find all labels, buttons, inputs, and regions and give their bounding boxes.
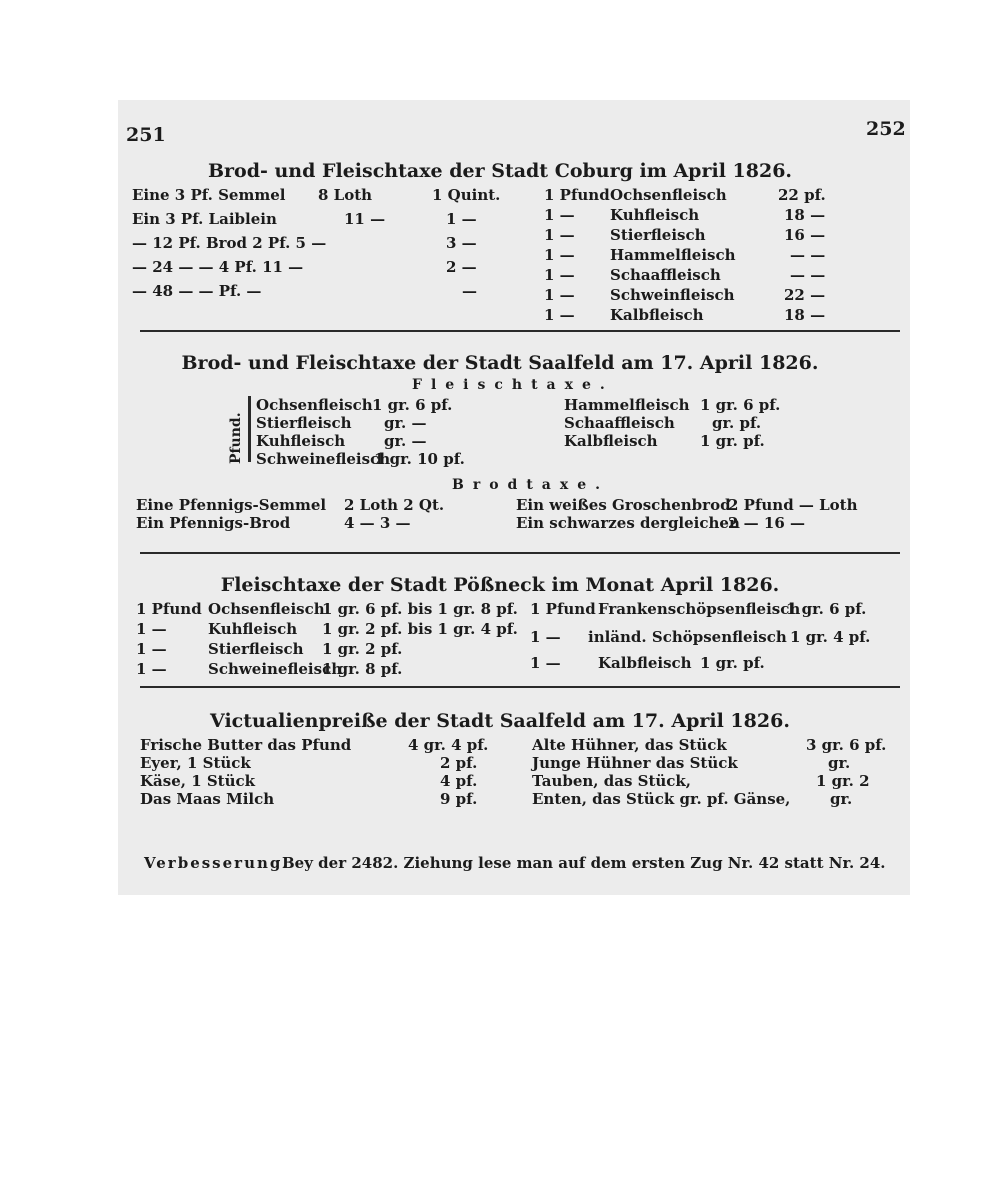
saalfeld-meat-item: Kalbfleisch <box>564 432 658 450</box>
victual-item: Junge Hühner das Stück <box>532 754 738 772</box>
poessneck-item: inländ. Schöpsenfleisch <box>588 628 787 646</box>
saalfeld-bread-item: Ein Pfennigs-Brod <box>136 514 291 532</box>
coburg-bread-weight: 11 — <box>344 210 386 228</box>
saalfeld-bread-item: Eine Pfennigs-Semmel <box>136 496 327 514</box>
poessneck-price: 1 gr. 4 pf. <box>790 628 871 646</box>
saalfeld-meat-heading: Fleischtaxe. <box>412 377 614 393</box>
saalfeld-bread-heading: Brodtaxe. <box>452 477 610 493</box>
saalfeld-meat-item: Schweinefleisch <box>256 450 391 468</box>
poessneck-qty: 1 — <box>530 628 561 646</box>
coburg-bread-item: — 24 — — 4 Pf. 11 — <box>132 258 304 276</box>
page-number-left: 251 <box>126 124 166 146</box>
victual-item: Enten, das Stück gr. pf. Gänse, <box>532 790 791 808</box>
coburg-meat-item: Stierfleisch <box>610 226 706 244</box>
saalfeld-bread-weight: 4 — 3 — <box>344 514 411 532</box>
victual-item: Eyer, 1 Stück <box>140 754 251 772</box>
coburg-bread-quint: 2 — <box>446 258 477 276</box>
coburg-meat-price: 22 — <box>784 286 826 304</box>
victual-price: gr. <box>828 754 851 772</box>
coburg-meat-qty: 1 — <box>544 226 575 244</box>
coburg-meat-price: — — <box>790 246 826 264</box>
coburg-meat-qty: 1 — <box>544 306 575 324</box>
saalfeld-meat-item: Stierfleisch <box>256 414 352 432</box>
saalfeld-meat-price: gr. — <box>384 432 427 450</box>
poessneck-qty: 1 Pfund <box>136 600 202 618</box>
victual-price: 1 gr. 2 <box>816 772 870 790</box>
saalfeld-meat-price: 1 gr. 6 pf. <box>372 396 453 414</box>
poessneck-price: 1 gr. 8 pf. <box>322 660 403 678</box>
victual-price: 9 pf. <box>440 790 478 808</box>
poessneck-item: Kalbfleisch <box>598 654 692 672</box>
coburg-bread-quint: 1 — <box>446 210 477 228</box>
coburg-bread-item: — 48 — — Pf. — <box>132 282 262 300</box>
coburg-title: Brod- und Fleischtaxe der Stadt Coburg im April 1826. <box>207 160 793 182</box>
saalfeld-bread-weight: 2 Pfund — Loth <box>728 496 858 514</box>
saalfeld-bread-item: Ein weißes Groschenbrod <box>516 496 731 514</box>
coburg-meat-item: Kuhfleisch <box>610 206 700 224</box>
saalfeld-bread-item: Ein schwarzes dergleichen <box>516 514 740 532</box>
victual-item: Käse, 1 Stück <box>140 772 256 790</box>
saalfeld-meat-price: 1 gr. 10 pf. <box>374 450 465 468</box>
section-divider <box>140 552 900 554</box>
saalfeld-title: Brod- und Fleischtaxe der Stadt Saalfeld am 17. April 1826. <box>181 352 819 374</box>
coburg-bread-item: — 12 Pf. Brod 2 Pf. 5 — <box>132 234 327 252</box>
coburg-meat-item: Schweinfleisch <box>610 286 735 304</box>
poessneck-qty: 1 Pfund <box>530 600 596 618</box>
saalfeld-meat-price: gr. pf. <box>712 414 762 432</box>
coburg-meat-price: 16 — <box>784 226 826 244</box>
pfund-side-label: Pfund. <box>228 412 244 464</box>
coburg-bread-quint: — <box>462 282 477 300</box>
coburg-meat-price: — — <box>790 266 826 284</box>
coburg-meat-item: Ochsenfleisch <box>610 186 727 204</box>
section-divider <box>140 330 900 332</box>
page-number-right: 252 <box>866 118 906 140</box>
saalfeld-meat-price: gr. — <box>384 414 427 432</box>
coburg-bread-item: Ein 3 Pf. Laiblein <box>132 210 277 228</box>
poessneck-qty: 1 — <box>136 620 167 638</box>
section-divider <box>140 686 900 688</box>
poessneck-title: Fleischtaxe der Stadt Pößneck im Monat April 1826. <box>220 574 780 596</box>
victual-price: 4 pf. <box>440 772 478 790</box>
saalfeld-meat-price: 1 gr. 6 pf. <box>700 396 781 414</box>
poessneck-qty: 1 — <box>530 654 561 672</box>
coburg-meat-item: Hammelfleisch <box>610 246 736 264</box>
victual-price: 4 gr. 4 pf. <box>408 736 489 754</box>
bracket <box>248 396 251 462</box>
coburg-meat-qty: 1 Pfund <box>544 186 610 204</box>
victual-item: Alte Hühner, das Stück <box>532 736 727 754</box>
saalfeld-bread-weight: 2 Loth 2 Qt. <box>344 496 445 514</box>
poessneck-price: 1 gr. 6 pf. <box>786 600 867 618</box>
victual-price: 3 gr. 6 pf. <box>806 736 887 754</box>
victual-price: gr. <box>830 790 853 808</box>
saalfeld-meat-item: Schaaffleisch <box>564 414 675 432</box>
correction-label: Verbesserung. <box>144 854 290 872</box>
correction-text: Bey der 2482. Ziehung lese man auf dem ersten Zug Nr. 42 statt Nr. 24. <box>282 854 886 872</box>
victual-item: Frische Butter das Pfund <box>140 736 352 754</box>
coburg-meat-qty: 1 — <box>544 286 575 304</box>
victual-item: Tauben, das Stück, <box>532 772 692 790</box>
poessneck-qty: 1 — <box>136 640 167 658</box>
poessneck-item: Ochsenfleisch <box>208 600 325 618</box>
poessneck-price: 1 gr. pf. <box>700 654 765 672</box>
victuals-title: Victualienpreiße der Stadt Saalfeld am 17. April 1826. <box>210 710 790 732</box>
poessneck-price: 1 gr. 2 pf. bis 1 gr. 4 pf. <box>322 620 518 638</box>
coburg-meat-price: 18 — <box>784 306 826 324</box>
saalfeld-meat-price: 1 gr. pf. <box>700 432 765 450</box>
coburg-meat-qty: 1 — <box>544 266 575 284</box>
poessneck-item: Kuhfleisch <box>208 620 298 638</box>
poessneck-item: Stierfleisch <box>208 640 304 658</box>
poessneck-item: Frankenschöpsenfleisch <box>598 600 801 618</box>
coburg-meat-price: 22 pf. <box>778 186 826 204</box>
coburg-meat-price: 18 — <box>784 206 826 224</box>
coburg-meat-item: Kalbfleisch <box>610 306 704 324</box>
coburg-bread-weight: 8 Loth <box>318 186 373 204</box>
victual-price: 2 pf. <box>440 754 478 772</box>
saalfeld-bread-weight: 2 — 16 — <box>728 514 805 532</box>
coburg-bread-quint: 3 — <box>446 234 477 252</box>
saalfeld-meat-item: Hammelfleisch <box>564 396 690 414</box>
coburg-bread-quint: 1 Quint. <box>432 186 501 204</box>
poessneck-price: 1 gr. 2 pf. <box>322 640 403 658</box>
poessneck-price: 1 gr. 6 pf. bis 1 gr. 8 pf. <box>322 600 518 618</box>
victual-item: Das Maas Milch <box>140 790 275 808</box>
poessneck-item: Schweinefleisch <box>208 660 343 678</box>
saalfeld-meat-item: Ochsenfleisch <box>256 396 373 414</box>
poessneck-qty: 1 — <box>136 660 167 678</box>
saalfeld-meat-item: Kuhfleisch <box>256 432 346 450</box>
coburg-meat-qty: 1 — <box>544 246 575 264</box>
coburg-bread-item: Eine 3 Pf. Semmel <box>132 186 286 204</box>
coburg-meat-qty: 1 — <box>544 206 575 224</box>
coburg-meat-item: Schaaffleisch <box>610 266 721 284</box>
